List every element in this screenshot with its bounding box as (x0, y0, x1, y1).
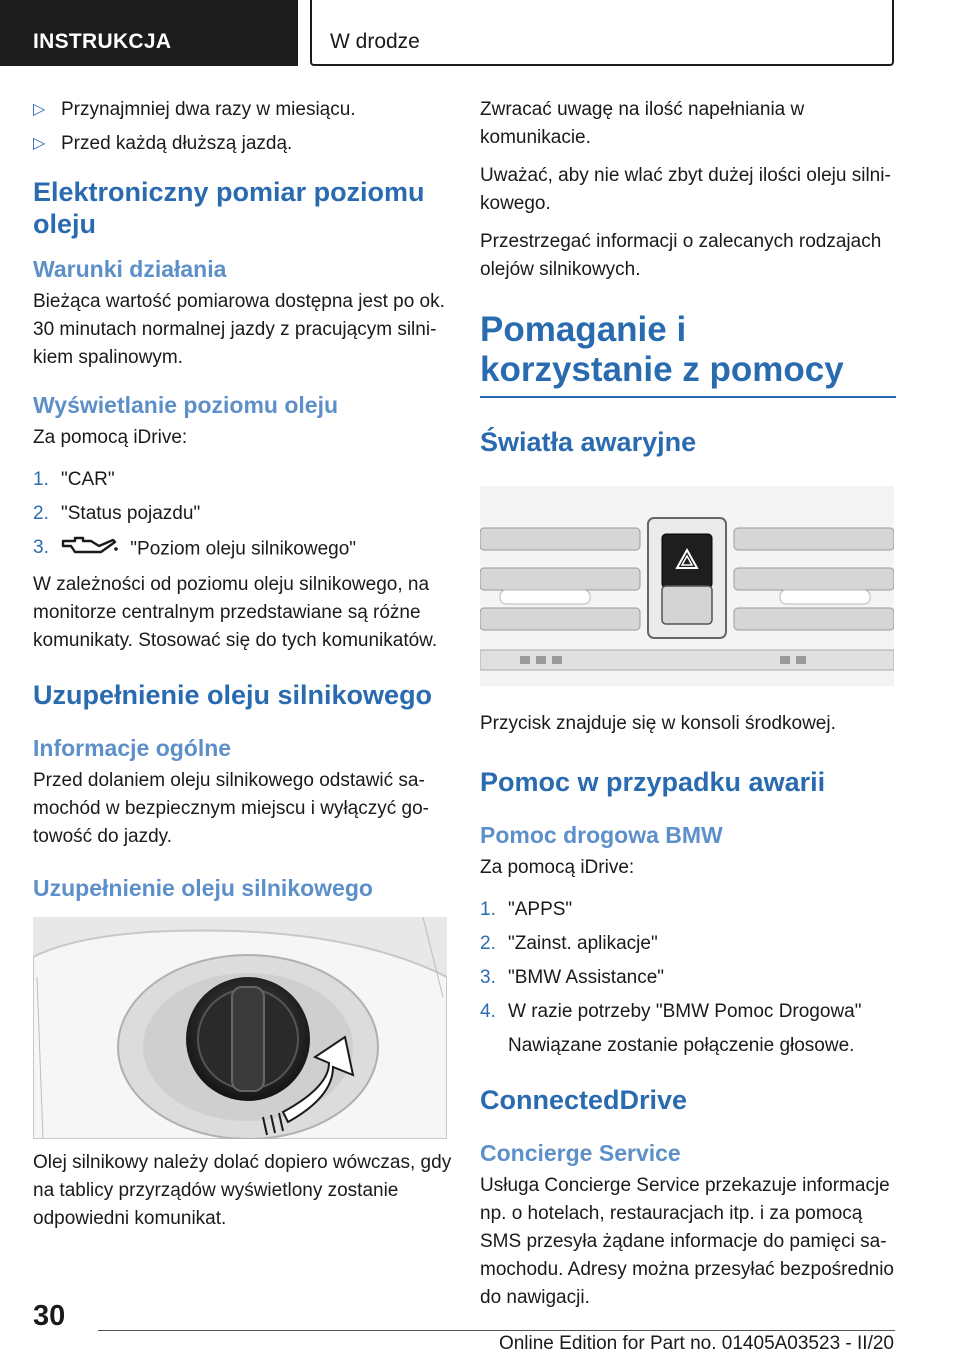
chapter-tab: W drodze (310, 0, 894, 66)
step-number: 2. (33, 503, 49, 524)
step-item (480, 964, 896, 992)
heading-general: Informacje ogólne (33, 735, 232, 761)
step-item (33, 466, 453, 494)
step-text: W razie potrzeby "BMW Pomoc Drogowa" (508, 1001, 862, 1022)
left-column (33, 96, 453, 1243)
step-number: 4. (480, 1001, 496, 1022)
paragraph-button: Przycisk znajduje się w konsoli środkowej. (480, 713, 836, 734)
list-item (33, 96, 453, 124)
paragraph-messages: W zależności od poziomu oleju silnikowego, na monitorze centralnym przedstawiane są różne komunikaty. Stosować się do tych komunikatów. (33, 574, 438, 651)
heading-oil-measure: Elektroniczny pomiar poziomu oleju (33, 177, 425, 239)
heading-roadside: Pomoc drogowa BMW (480, 822, 723, 848)
paragraph-follow: Przestrzegać informacji o zalecanych rodzajach olejów silnikowych. (480, 231, 882, 280)
step-item (33, 534, 453, 565)
step-item (480, 998, 896, 1026)
step-number: 3. (480, 967, 496, 988)
step-number: 1. (33, 469, 49, 490)
heading-refill: Uzupełnienie oleju silnikowego (33, 680, 433, 710)
section-tab: INSTRUKCJA (0, 0, 298, 66)
step-number: 3. (33, 537, 49, 558)
step-text: "APPS" (508, 899, 573, 920)
step-item (33, 500, 453, 528)
paragraph-attention: Zwracać uwagę na ilość napełniania w komunikacie. (480, 99, 805, 148)
step-text: "Zainst. aplikacje" (508, 933, 658, 954)
step-number: 1. (480, 899, 496, 920)
heading-connected: ConnectedDrive (480, 1085, 688, 1115)
heading-conditions: Warunki działania (33, 256, 227, 282)
step-text: "Status pojazdu" (61, 503, 201, 524)
step-text: "BMW Assistance" (508, 967, 665, 988)
hazard-button-figure (480, 478, 894, 698)
step-text: "Poziom oleju silnikowego" (130, 538, 357, 560)
bullet-marker: ▷ (33, 135, 46, 152)
paragraph-conditions: Bieżąca wartość pomiarowa dostępna jest po ok. 30 minutach normalnej jazdy z pracującym silnikiem spalinowym. (33, 291, 445, 368)
oil-can-icon (61, 534, 119, 565)
paragraph-voice: Nawiązane zostanie połączenie głosowe. (508, 1035, 855, 1056)
paragraph-refill: Olej silnikowy należy dolać dopiero wówczas, gdy na tablicy przyrządów wyświetlony zostanie odpowiedni komunikat. (33, 1152, 452, 1229)
page-number: 30 (33, 1300, 66, 1332)
heading-display: Wyświetlanie poziomu oleju (33, 392, 339, 418)
footer-divider (98, 1330, 895, 1331)
paragraph-idrive: Za pomocą iDrive: (33, 427, 188, 448)
paragraph-concierge: Usługa Concierge Service przekazuje informacje np. o hotelach, restauracjach itp. i za pomocą SMS przesyła żądane informacje do pamięci samochodu. Adresy można przesyłać bezpośrednio do nawigacji. (480, 1175, 895, 1308)
heading-hazard: Światła awaryjne (480, 427, 697, 457)
paragraph-idrive: Za pomocą iDrive: (480, 857, 635, 878)
heading-concierge: Concierge Service (480, 1140, 681, 1166)
step-text: "CAR" (61, 469, 115, 490)
list-item (33, 130, 453, 158)
right-column (480, 96, 896, 1322)
step-number: 2. (480, 933, 496, 954)
step-item (480, 896, 896, 924)
paragraph-not-too-much: Uważać, aby nie wlać zbyt dużej ilości oleju silnikowego. (480, 165, 891, 214)
chapter-heading-block (480, 310, 896, 398)
oil-cap-figure (33, 917, 447, 1139)
heading-refill-sub: Uzupełnienie oleju silnikowego (33, 875, 373, 901)
heading-breakdown: Pomoc w przypadku awarii (480, 767, 826, 797)
heading-help: Pomaganie i korzystanie z pomocy (480, 310, 844, 389)
bullet-text: Przynajmniej dwa razy w miesiącu. (61, 99, 356, 120)
step-item (480, 930, 896, 958)
paragraph-general: Przed dolaniem oleju silnikowego odstawić samochód w bezpiecznym miejscu i wyłączyć gotowość do jazdy. (33, 770, 429, 847)
bullet-text: Przed każdą dłuższą jazdą. (61, 133, 293, 154)
bullet-marker: ▷ (33, 101, 46, 118)
footer-edition: Online Edition for Part no. 01405A03523 - II/20 (498, 1333, 894, 1354)
page-header (0, 0, 960, 66)
